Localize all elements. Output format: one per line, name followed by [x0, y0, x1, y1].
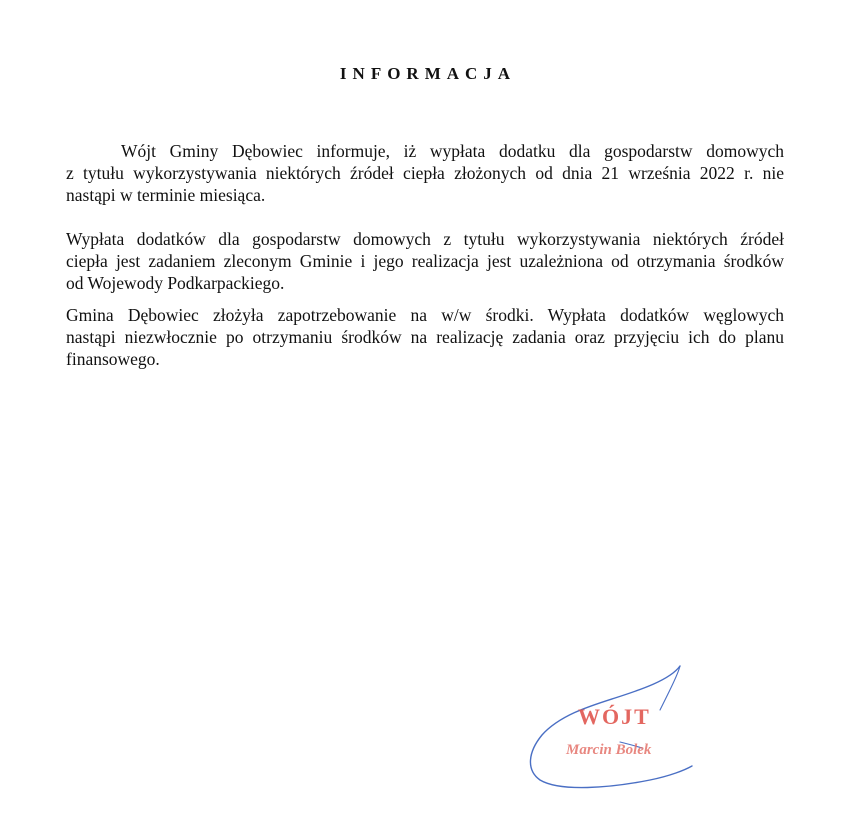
official-stamp [520, 660, 700, 800]
paragraph-line: nastąpi w terminie miesiąca. [66, 185, 266, 205]
paragraph-line: Wójt Gminy Dębowiec informuje, iż wypłata dodatku dla gospodarstw domowych [121, 141, 784, 161]
paragraph-line: z tytułu wykorzystywania niektórych źródeł ciepła złożonych od dnia 21 września 2022 r. nie [66, 163, 784, 183]
document-title: INFORMACJA [339, 64, 517, 83]
paragraph-line: od Wojewody Podkarpackiego. [66, 273, 285, 293]
paragraph-line: Gmina Dębowiec złożyła zapotrzebowanie na w/w środki. Wypłata dodatków węglowych [66, 305, 784, 325]
stamp-title: WÓJT [578, 704, 651, 729]
paragraph-line: finansowego. [66, 349, 160, 369]
paragraph-3 [66, 304, 784, 370]
paragraph-line: nastąpi niezwłocznie po otrzymaniu środków na realizację zadania oraz przyjęciu ich do planu [66, 327, 784, 347]
paragraph-2 [66, 228, 784, 294]
paragraph-line: ciepła jest zadaniem zleconym Gminie i jego realizacja jest uzależniona od otrzymania środków [66, 251, 784, 271]
signature-icon [520, 660, 700, 800]
paragraph-line: Wypłata dodatków dla gospodarstw domowych z tytułu wykorzystywania niektórych źródeł [66, 229, 784, 249]
stamp-name: Marcin Bolek [566, 742, 652, 758]
paragraph-1 [66, 140, 784, 206]
